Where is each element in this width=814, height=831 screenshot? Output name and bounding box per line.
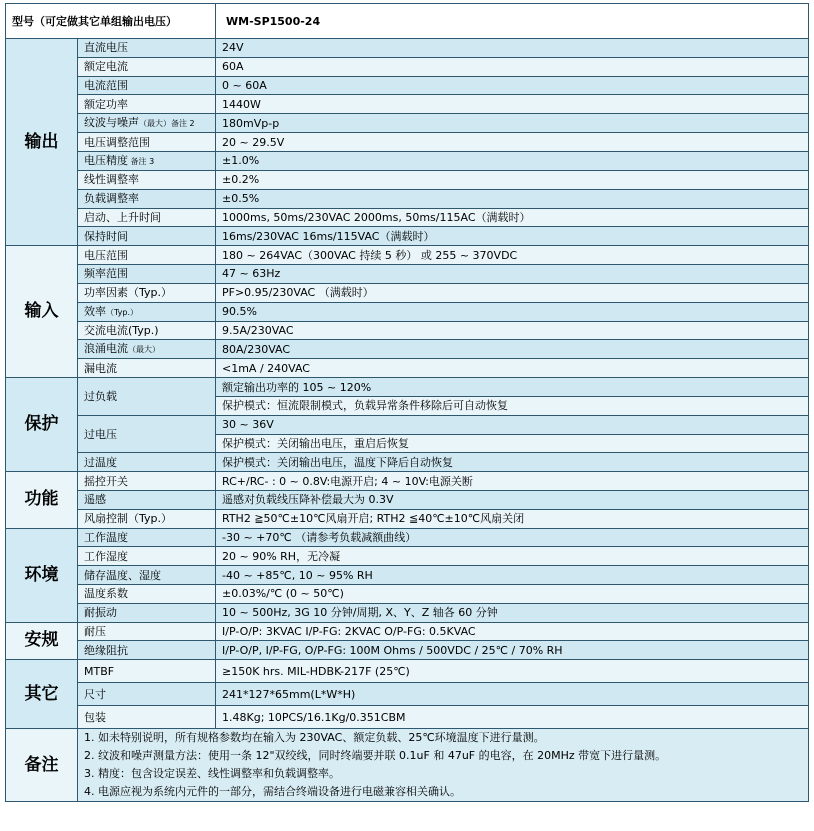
table-row: [6, 151, 809, 170]
table-row: [6, 189, 809, 208]
table-row: [6, 622, 809, 641]
spec-key: [78, 660, 216, 683]
group-other: 其它: [6, 660, 78, 729]
spec-key: 过温度: [78, 453, 216, 472]
spec-key-label: 负载调整率: [84, 192, 139, 206]
note-line: 2. 纹波和噪声测量方法：使用一条 12"双绞线，同时终端要并联 0.1uF 和 47uF 的电容，在 20MHz 带宽下进行量测。: [84, 749, 667, 763]
spec-value: 30 ~ 36V: [216, 415, 809, 434]
spec-value: ±0.03%/℃ (0 ~ 50℃): [216, 584, 809, 603]
spec-value: I/P-O/P: 3KVAC I/P-FG: 2KVAC O/P-FG: 0.5KVAC: [216, 622, 809, 641]
spec-value: 24V: [216, 39, 809, 58]
spec-key: [78, 39, 216, 58]
spec-value: PF>0.95/230VAC （满载时）: [216, 283, 809, 302]
spec-value: 保护模式：关闭输出电压，重启后恢复: [216, 434, 809, 453]
table-row: [6, 415, 809, 434]
table-row: [6, 227, 809, 246]
table-row: [6, 566, 809, 585]
spec-key: [78, 321, 216, 340]
spec-key-label: 包装: [84, 710, 106, 724]
table-row: [6, 509, 809, 528]
group-function: 功能: [6, 472, 78, 528]
spec-value: 16ms/230VAC 16ms/115VAC（满载时）: [216, 227, 809, 246]
spec-key: [78, 133, 216, 152]
group-input: 输入: [6, 246, 78, 378]
spec-key-label: 电压精度: [84, 153, 128, 167]
spec-key: [78, 151, 216, 170]
table-row: [6, 133, 809, 152]
spec-value: RC+/RC- : 0 ~ 0.8V:电源开启; 4 ~ 10V:电源关断: [216, 472, 809, 491]
spec-value: 80A/230VAC: [216, 340, 809, 359]
spec-key: [78, 622, 216, 641]
spec-key: [78, 264, 216, 283]
spec-key-label: 漏电流: [84, 361, 117, 375]
spec-key-label: 储存温度、湿度: [84, 568, 161, 582]
spec-key-label: 工作湿度: [84, 549, 128, 563]
spec-key-label: 纹波与噪声: [84, 116, 139, 130]
spec-key-note: （最大）备注 2: [139, 119, 195, 129]
spec-value: 保护模式：恒流限制模式，负载异常条件移除后可自动恢复: [216, 396, 809, 415]
spec-value: RTH2 ≧50℃±10℃风扇开启; RTH2 ≦40℃±10℃风扇关闭: [216, 509, 809, 528]
spec-key: 过负载: [78, 378, 216, 416]
spec-value: ±0.5%: [216, 189, 809, 208]
table-row: [6, 208, 809, 227]
table-row: [6, 660, 809, 683]
spec-key-label: 风扇控制（Typ.）: [84, 512, 172, 526]
spec-value: I/P-O/P, I/P-FG, O/P-FG: 100M Ohms / 500VDC / 25℃ / 70% RH: [216, 641, 809, 660]
table-row: [6, 57, 809, 76]
table-row: [6, 683, 809, 706]
spec-key-label: 交流电流(Typ.): [84, 323, 159, 337]
spec-key-label: 直流电压: [84, 41, 128, 55]
spec-key: [78, 189, 216, 208]
spec-key-label: 温度系数: [84, 587, 128, 601]
spec-key: [78, 683, 216, 706]
spec-key-label: 浪涌电流: [84, 342, 128, 356]
spec-value: 1440W: [216, 95, 809, 114]
spec-key: [78, 566, 216, 585]
table-row: [6, 321, 809, 340]
spec-value: 20 ~ 90% RH，无冷凝: [216, 547, 809, 566]
spec-key: [78, 547, 216, 566]
spec-key: [78, 227, 216, 246]
spec-value: 20 ~ 29.5V: [216, 133, 809, 152]
spec-value: 额定输出功率的 105 ~ 120%: [216, 378, 809, 397]
spec-value: 10 ~ 500Hz, 3G 10 分钟/周期, X、Y、Z 轴各 60 分钟: [216, 603, 809, 622]
spec-key: [78, 208, 216, 227]
spec-key-note: 备注 3: [128, 156, 155, 166]
table-row: [6, 547, 809, 566]
spec-key: [78, 472, 216, 491]
group-notes: 备注: [6, 729, 78, 802]
spec-key-label: 额定功率: [84, 97, 128, 111]
spec-value: 0 ~ 60A: [216, 76, 809, 95]
spec-key-label: 工作温度: [84, 530, 128, 544]
spec-value: 47 ~ 63Hz: [216, 264, 809, 283]
spec-value: 9.5A/230VAC: [216, 321, 809, 340]
spec-key-label: 遥感: [84, 493, 106, 507]
spec-key: [78, 490, 216, 509]
spec-key-label: 绝缘阻抗: [84, 643, 128, 657]
spec-key: [78, 170, 216, 189]
spec-key: [78, 509, 216, 528]
spec-value: 90.5%: [216, 302, 809, 321]
table-row: [6, 340, 809, 359]
spec-key-label: 耐振动: [84, 606, 117, 620]
spec-key-label: 电压范围: [84, 248, 128, 262]
spec-key: 过电压: [78, 415, 216, 453]
spec-key-label: 效率: [84, 304, 106, 318]
spec-key: [78, 641, 216, 660]
spec-key: [78, 706, 216, 729]
group-output: 输出: [6, 39, 78, 246]
spec-key: [78, 528, 216, 547]
table-row: [6, 453, 809, 472]
table-row: [6, 603, 809, 622]
spec-key-label: 线性调整率: [84, 173, 139, 187]
model-label: 型号（可定做其它单组输出电压）: [6, 4, 216, 39]
notes-text: [78, 729, 809, 802]
spec-key-label: 额定电流: [84, 60, 128, 74]
note-line: 3. 精度：包含设定误差、线性调整率和负载调整率。: [84, 767, 340, 781]
group-safety: 安规: [6, 622, 78, 660]
spec-key: [78, 340, 216, 359]
spec-key-note: （Typ.）: [106, 307, 138, 317]
spec-key-label: 启动、上升时间: [84, 210, 161, 224]
spec-key-note: （最大）: [128, 345, 160, 355]
spec-key-label: 电流范围: [84, 78, 128, 92]
spec-key: [78, 584, 216, 603]
table-row: [6, 114, 809, 133]
spec-value: 遥感对负载线压降补偿最大为 0.3V: [216, 490, 809, 509]
note-line: 1. 如未特别说明，所有规格参数均在输入为 230VAC、额定负载、25℃环境温度下进行量测。: [84, 731, 545, 745]
table-row: [6, 706, 809, 729]
spec-value: 180 ~ 264VAC（300VAC 持续 5 秒） 或 255 ~ 370VDC: [216, 246, 809, 265]
spec-table: [5, 3, 809, 802]
spec-value: -30 ~ +70℃ （请参考负载减额曲线）: [216, 528, 809, 547]
table-row: [6, 528, 809, 547]
table-row: [6, 359, 809, 378]
table-row: [6, 264, 809, 283]
spec-key-label: 摇控开关: [84, 474, 128, 488]
table-row: [6, 472, 809, 491]
spec-key-label: 电压调整范围: [84, 135, 150, 149]
spec-value: 180mVp-p: [216, 114, 809, 133]
table-row: [6, 378, 809, 397]
spec-key: [78, 283, 216, 302]
spec-key: [78, 246, 216, 265]
spec-key: [78, 359, 216, 378]
group-environment: 环境: [6, 528, 78, 622]
spec-value: 60A: [216, 57, 809, 76]
spec-value: ±0.2%: [216, 170, 809, 189]
table-row: [6, 170, 809, 189]
spec-key-label: 尺寸: [84, 687, 106, 701]
spec-value: ±1.0%: [216, 151, 809, 170]
spec-key: [78, 76, 216, 95]
model-value: WM-SP1500-24: [216, 4, 809, 39]
table-row: [6, 246, 809, 265]
table-row: [6, 283, 809, 302]
table-row: [6, 39, 809, 58]
group-protection: 保护: [6, 378, 78, 472]
table-row: [6, 641, 809, 660]
spec-key: [78, 603, 216, 622]
spec-key-label: 频率范围: [84, 267, 128, 281]
table-row: [6, 584, 809, 603]
spec-value: 1.48Kg; 10PCS/16.1Kg/0.351CBM: [216, 706, 809, 729]
spec-key: [78, 114, 216, 133]
spec-value: -40 ~ +85℃, 10 ~ 95% RH: [216, 566, 809, 585]
table-row: [6, 490, 809, 509]
spec-value: ≥150K hrs. MIL-HDBK-217F (25℃): [216, 660, 809, 683]
spec-value: 241*127*65mm(L*W*H): [216, 683, 809, 706]
table-row: [6, 95, 809, 114]
spec-key-label: 保持时间: [84, 229, 128, 243]
spec-value: 1000ms, 50ms/230VAC 2000ms, 50ms/115AC（满载时）: [216, 208, 809, 227]
spec-key-label: 耐压: [84, 624, 106, 638]
spec-key: [78, 302, 216, 321]
spec-key-label: MTBF: [84, 664, 115, 678]
table-row: [6, 302, 809, 321]
table-row: [6, 76, 809, 95]
spec-value: 保护模式：关闭输出电压，温度下降后自动恢复: [216, 453, 809, 472]
spec-key: [78, 95, 216, 114]
spec-key-label: 功率因素（Typ.）: [84, 286, 172, 300]
spec-value: <1mA / 240VAC: [216, 359, 809, 378]
notes-row: [6, 729, 809, 802]
spec-key: [78, 57, 216, 76]
note-line: 4. 电源应视为系统内元件的一部分，需结合终端设备进行电磁兼容相关确认。: [84, 785, 461, 799]
